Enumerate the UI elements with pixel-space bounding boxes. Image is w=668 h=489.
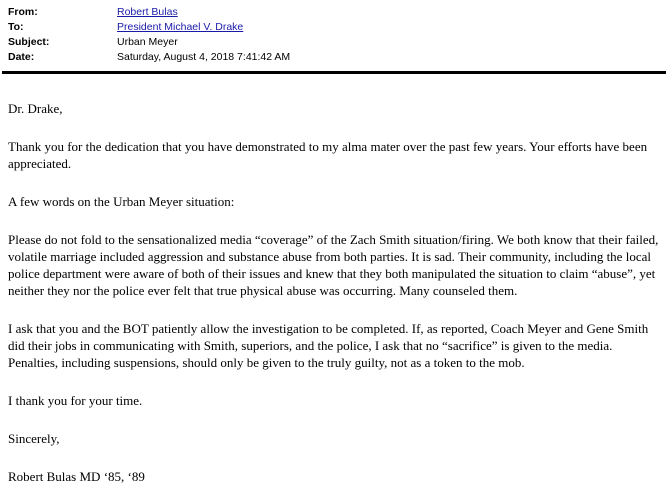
paragraph-thanks: Thank you for the dedication that you have demonstrated to my alma mater over the past few years. Your efforts have been appreciated. [8, 139, 648, 171]
subject-label: Subject: [8, 36, 50, 48]
spacer [8, 210, 660, 231]
email-body [8, 100, 660, 485]
to-label: To: [8, 21, 24, 33]
date-value: Saturday, August 4, 2018 7:41:42 AM [117, 51, 291, 63]
from-label: From: [8, 6, 38, 18]
to-row [8, 20, 290, 35]
spacer [8, 299, 660, 320]
spacer [8, 172, 660, 193]
paragraph-intro: A few words on the Urban Meyer situation: [8, 194, 235, 209]
spacer [8, 371, 660, 392]
paragraph-request: I ask that you and the BOT patiently allow the investigation to be completed. If, as reported, Coach Meyer and Gene Smith did their jobs in communicating with Smith, superiors, and the police, I ask that no “sacrifice” is given to the media. Penalties, including suspensions, should only be given to the truly guilty, not as a token to the mob. [8, 321, 649, 370]
date-row [8, 50, 290, 65]
paragraph-thanks-time: I thank you for your time. [8, 393, 143, 408]
subject-value: Urban Meyer [117, 36, 178, 48]
to-value [117, 20, 243, 35]
header-divider [2, 71, 666, 74]
closing: Sincerely, [8, 431, 60, 446]
from-row [8, 5, 290, 20]
date-label: Date: [8, 51, 35, 63]
to-link[interactable]: President Michael V. Drake [117, 21, 244, 33]
subject-row [8, 35, 290, 50]
email-header [8, 5, 290, 65]
from-value [117, 5, 178, 20]
from-link[interactable]: Robert Bulas [117, 6, 178, 18]
spacer [8, 447, 660, 468]
spacer [8, 117, 660, 138]
greeting: Dr. Drake, [8, 101, 63, 116]
spacer [8, 409, 660, 430]
signature: Robert Bulas MD ‘85, ‘89 [8, 469, 145, 484]
paragraph-situation: Please do not fold to the sensationalized media “coverage” of the Zach Smith situation/firing. We both know that their failed, volatile marriage included aggression and substance abuse from both parties. It is sad. Their community, including the local police department were aware of both of their issues and knew that they both manipulated the situation to claim “abuse”, yet neither they nor the police ever felt that true physical abuse was occurring. Many counseled them. [8, 232, 659, 298]
